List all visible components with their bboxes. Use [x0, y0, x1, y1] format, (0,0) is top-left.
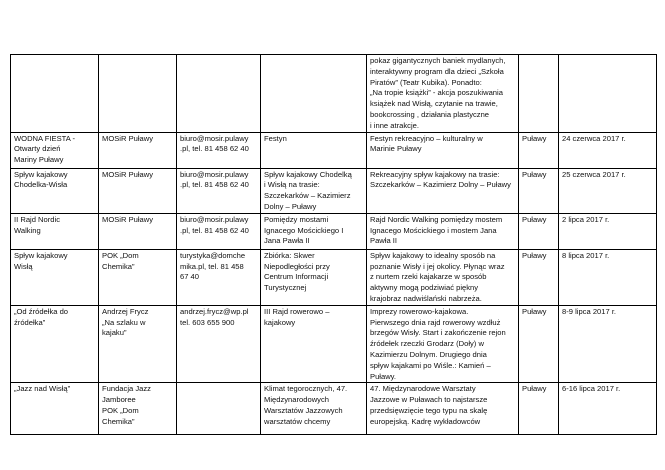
table-row [11, 249, 657, 305]
cell-text-line: MOSiR Puławy [102, 169, 154, 179]
cell-text-line: Spływ kajakowy [14, 169, 68, 179]
cell-text-line: Szczekarków – Kazimierz Dolny – Puławy [370, 180, 511, 190]
place-cell [261, 132, 367, 168]
cell-text-line: Andrzej Frycz [102, 306, 149, 316]
table-row [11, 55, 657, 133]
cell-text-line: z nurtem rzeki kajakarze w sposób [370, 272, 487, 282]
cell-text-line: Festyn [264, 133, 287, 143]
cell-text-line: .pl, tel. 81 458 62 40 [180, 225, 249, 235]
cell-text-line: POK „Dom [102, 250, 139, 260]
place-cell [261, 213, 367, 249]
cell-text-line: MOSiR Puławy [102, 133, 154, 143]
cell-text-line: Pomiędzy mostami [264, 214, 329, 224]
event-name-cell [11, 383, 99, 435]
cell-text-line: „Na szlaku w [102, 317, 146, 327]
cell-text-line: Turystycznej [264, 283, 307, 293]
cell-text-line: Marinie Puławy [370, 144, 422, 154]
table-row [11, 213, 657, 249]
cell-text-line: Spływ kajakowy to idealny sposób na [370, 250, 496, 260]
cell-text-line: mika.pl, tel. 81 458 [180, 261, 244, 271]
place-cell [261, 249, 367, 305]
cell-text-line: „Jazz nad Wisłą” [14, 384, 71, 394]
place-cell [261, 55, 367, 133]
date-cell [559, 168, 657, 213]
cell-text-line: poznanie Wisły i jej okolicy. Płynąc wraz [370, 261, 505, 271]
cell-text-line: Zbiórka: Skwer [264, 250, 315, 260]
organizer-cell [99, 213, 177, 249]
cell-text-line: Mariny Puławy [14, 155, 64, 165]
cell-text-line: Międzynarodowych [264, 395, 329, 405]
event-name-cell [11, 213, 99, 249]
cell-text-line: Jamboree [102, 395, 136, 405]
contact-cell [177, 305, 261, 383]
cell-text-line: biuro@mosir.pulawy [180, 133, 249, 143]
cell-text-line: Otwarty dzień [14, 144, 61, 154]
cell-text-line: brzegów Wisły. Start i zakończenie rejon [370, 328, 506, 338]
contact-cell [177, 132, 261, 168]
cell-text-line: Ignacego Mościckiego i mostem Jana [370, 225, 497, 235]
event-name-cell [11, 132, 99, 168]
date-cell [559, 55, 657, 133]
place-cell [261, 383, 367, 435]
cell-text-line: POK „Dom [102, 405, 139, 415]
description-cell [367, 213, 519, 249]
cell-text-line: 2 lipca 2017 r. [562, 214, 610, 224]
cell-text-line: Pierwszego dnia rajd rowerowy wzdłuż [370, 317, 501, 327]
cell-text-line: Wisłą [14, 261, 33, 271]
city-cell [519, 383, 559, 435]
cell-text-line: Spływ kajakowy Chodelką [264, 169, 352, 179]
cell-text-line: aktywny mogą podziwiać piękny [370, 283, 479, 293]
cell-text-line: pokaz gigantycznych baniek mydlanych, [370, 56, 506, 65]
contact-cell [177, 383, 261, 435]
cell-text-line: Chemika” [102, 261, 135, 271]
cell-text-line: Puławy [522, 133, 547, 143]
event-name-cell [11, 305, 99, 383]
cell-text-line: biuro@mosir.pulawy [180, 169, 249, 179]
cell-text-line: Puławy [522, 250, 547, 260]
cell-text-line: Festyn rekreacyjno – kulturalny w [370, 133, 483, 143]
cell-text-line: Puławy. [370, 371, 397, 381]
date-cell [559, 383, 657, 435]
city-cell [519, 55, 559, 133]
cell-text-line: Chodelka-Wisła [14, 180, 68, 190]
cell-text-line: warsztatów chcemy [264, 416, 331, 426]
cell-text-line: Puławy [522, 384, 547, 394]
cell-text-line: europejską. Kadrę wykładowców [370, 416, 481, 426]
cell-text-line: Kazimierzu Dolnym. Drugiego dnia [370, 349, 487, 359]
organizer-cell [99, 168, 177, 213]
cell-text-line: 8-9 lipca 2017 r. [562, 306, 617, 316]
contact-cell [177, 168, 261, 213]
city-cell [519, 132, 559, 168]
cell-text-line: Imprezy rowerowo-kajakowa. [370, 306, 469, 316]
cell-text-line: Niepodległości przy [264, 261, 330, 271]
description-cell [367, 305, 519, 383]
contact-cell [177, 213, 261, 249]
date-cell [559, 213, 657, 249]
description-cell [367, 132, 519, 168]
cell-text-line: kajakowy [264, 317, 296, 327]
organizer-cell [99, 132, 177, 168]
table-row [11, 132, 657, 168]
cell-text-line: 47. Międzynarodowe Warsztaty [370, 384, 476, 394]
cell-text-line: tel. 603 655 900 [180, 317, 235, 327]
cell-text-line: turystyka@domche [180, 250, 246, 260]
cell-text-line: andrzej.frycz@wp.pl [180, 306, 249, 316]
cell-text-line: i inne atrakcje. [370, 120, 419, 130]
cell-text-line: .pl, tel. 81 458 62 40 [180, 144, 249, 154]
cell-text-line: i Wisłą na trasie: [264, 180, 320, 190]
cell-text-line: Jazzowe w Puławach to najstarsze [370, 395, 488, 405]
cell-text-line: Centrum Informacji [264, 272, 329, 282]
cell-text-line: Puławy [522, 306, 547, 316]
contact-cell [177, 249, 261, 305]
date-cell [559, 132, 657, 168]
cell-text-line: spływ kajakami po Wiśle.: Kamień – [370, 360, 491, 370]
table-row [11, 383, 657, 435]
cell-text-line: Jana Pawła II [264, 236, 310, 246]
cell-text-line: Walking [14, 225, 41, 235]
cell-text-line: Rajd Nordic Walking pomiędzy mostem [370, 214, 503, 224]
organizer-cell [99, 305, 177, 383]
cell-text-line: Klimat tegorocznych, 47. [264, 384, 348, 394]
cell-text-line: Chemika” [102, 416, 135, 426]
cell-text-line: Ignacego Mościckiego I [264, 225, 344, 235]
city-cell [519, 305, 559, 383]
city-cell [519, 213, 559, 249]
cell-text-line: biuro@mosir.pulawy [180, 214, 249, 224]
cell-text-line: 67 40 [180, 272, 200, 282]
cell-text-line: Dolny – Puławy [264, 201, 317, 211]
cell-text-line: źródełek rzeczki Grodarz (Doły) w [370, 339, 484, 349]
cell-text-line: Piratów” (Teatr Kubika). Ponadto: [370, 77, 482, 87]
organizer-cell [99, 55, 177, 133]
cell-text-line: .pl, tel. 81 458 62 40 [180, 180, 249, 190]
cell-text-line: 6-16 lipca 2017 r. [562, 384, 621, 394]
description-cell [367, 249, 519, 305]
events-table-body [11, 55, 657, 435]
cell-text-line: 8 lipca 2017 r. [562, 250, 610, 260]
cell-text-line: krajobraz nadwiślański nabrzeża. [370, 293, 482, 303]
table-row [11, 168, 657, 213]
cell-text-line: bookcrossing , działania plastyczne [370, 109, 490, 119]
event-name-cell [11, 55, 99, 133]
cell-text-line: przedsięwzięcie tego typu na skalę [370, 405, 488, 415]
cell-text-line: 24 czerwca 2017 r. [562, 133, 626, 143]
organizer-cell [99, 383, 177, 435]
cell-text-line: Warsztatów Jazzowych [264, 405, 343, 415]
cell-text-line: 25 czerwca 2017 r. [562, 169, 626, 179]
cell-text-line: Szczekarków – Kazimierz [264, 191, 351, 201]
cell-text-line: Rekreacyjny spływ kajakowy na trasie: [370, 169, 500, 179]
cell-text-line: „Od źródełka do [14, 306, 69, 316]
contact-cell [177, 55, 261, 133]
cell-text-line: Pawła II [370, 236, 398, 246]
cell-text-line: kajaku” [102, 328, 127, 338]
date-cell [559, 305, 657, 383]
place-cell [261, 168, 367, 213]
description-cell [367, 168, 519, 213]
cell-text-line: WODNA FIESTA - [14, 133, 76, 143]
cell-text-line: Spływ kajakowy [14, 250, 68, 260]
cell-text-line: „Na tropie książki” - akcja poszukiwania [370, 88, 503, 98]
organizer-cell [99, 249, 177, 305]
cell-text-line: Puławy [522, 169, 547, 179]
city-cell [519, 168, 559, 213]
cell-text-line: II Rajd Nordic [14, 214, 61, 224]
event-name-cell [11, 168, 99, 213]
cell-text-line: Fundacja Jazz [102, 384, 151, 394]
table-row [11, 305, 657, 383]
date-cell [559, 249, 657, 305]
description-cell [367, 383, 519, 435]
event-name-cell [11, 249, 99, 305]
events-table [10, 54, 657, 435]
city-cell [519, 249, 559, 305]
cell-text-line: interaktywny program dla dzieci „Szkoła [370, 66, 504, 76]
cell-text-line: Puławy [522, 214, 547, 224]
description-cell [367, 55, 519, 133]
cell-text-line: MOSiR Puławy [102, 214, 154, 224]
cell-text-line: książek nad Wisłą, czytanie na trawie, [370, 99, 498, 109]
cell-text-line: III Rajd rowerowo – [264, 306, 330, 316]
place-cell [261, 305, 367, 383]
cell-text-line: źródełka” [14, 317, 46, 327]
